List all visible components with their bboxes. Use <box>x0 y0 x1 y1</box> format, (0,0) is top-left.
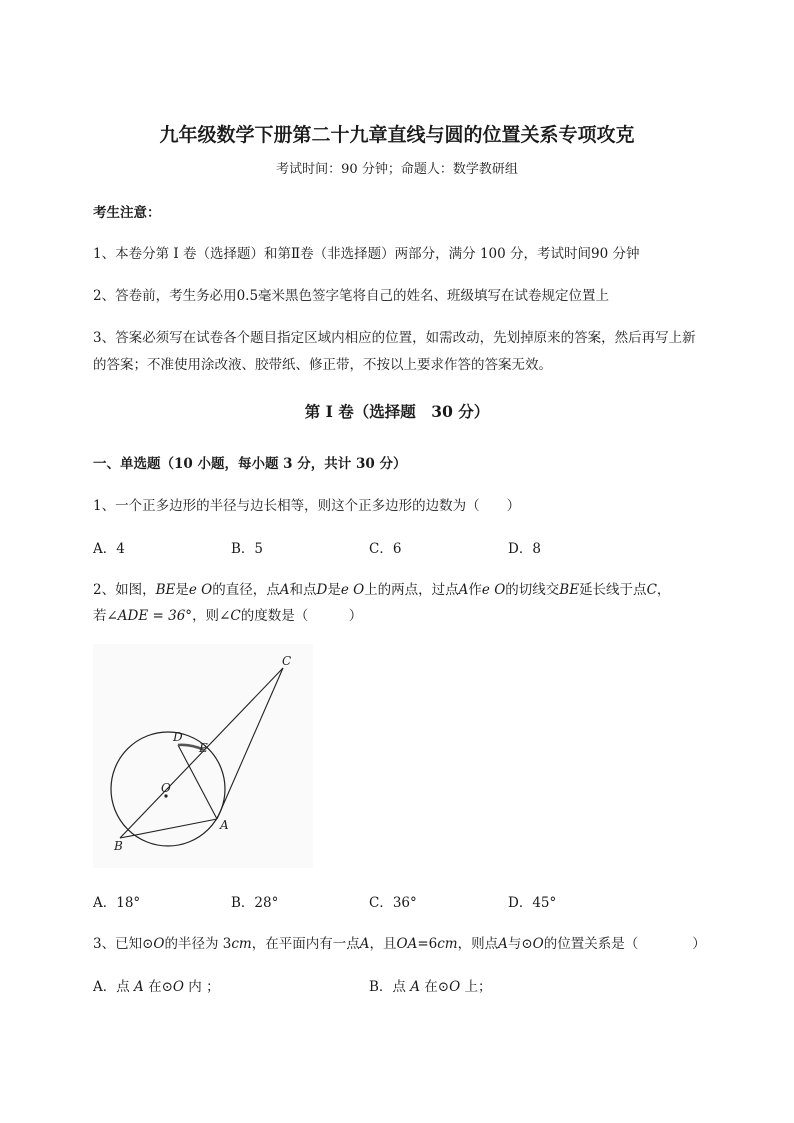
question-1-option-b[interactable]: B．5 <box>231 541 264 557</box>
question-2-option-a[interactable]: A．18° <box>93 895 141 911</box>
label-b: B <box>114 839 123 853</box>
section-title: 第 I 卷（选择题 30 分） <box>304 402 490 421</box>
label-o: O <box>161 781 171 795</box>
question-1-stem: 1、一个正多边形的半径与边长相等，则这个正多边形的边数为（ ） <box>93 498 521 514</box>
notice-heading: 考生注意： <box>93 205 161 221</box>
page-title: 九年级数学下册第二十九章直线与圆的位置关系专项攻克 <box>159 124 635 146</box>
question-2-option-b[interactable]: B．28° <box>231 895 279 911</box>
question-1-option-a[interactable]: A．4 <box>93 541 125 557</box>
notice-item: 2、答卷前，考生务必用0.5毫米黑色签字笔将自己的姓名、班级填写在试卷规定位置上 <box>93 288 610 304</box>
part-heading: 一、单选题（10 小题，每小题 3 分，共计 30 分） <box>93 456 407 472</box>
question-2-option-c[interactable]: C．36° <box>369 895 417 911</box>
circle-tangent-figure <box>93 644 313 868</box>
question-3-stem: 3、已知⊙O的半径为 3cm，在平面内有一点A，且OA=6cm，则点A与⊙O的位置关系是（ ） <box>93 936 706 952</box>
label-d: D <box>173 730 183 744</box>
question-2-option-d[interactable]: D．45° <box>508 895 557 911</box>
question-3-option-b[interactable]: B．点 A 在⊙O 上； <box>369 979 492 995</box>
label-e: E <box>199 741 208 755</box>
question-2-stem-line1: 2、如图，BE是e O的直径，点A和点D是e O上的两点，过点A作e O的切线交BE延长线于点C， <box>93 582 671 598</box>
notice-item: 1、本卷分第 I 卷（选择题）和第Ⅱ卷（非选择题）两部分，满分 100 分，考试时间90 分钟 <box>93 246 640 262</box>
notice-item: 3、答案必须写在试卷各个题目指定区域内相应的位置，如需改动，先划掉原来的答案，然后再写上新 <box>93 330 696 346</box>
label-a: A <box>220 818 229 832</box>
exam-info: 考试时间：90 分钟；命题人：数学教研组 <box>276 162 518 177</box>
question-2-stem-line2: 若∠ADE = 36°，则∠C的度数是（ ） <box>93 608 363 624</box>
label-c: C <box>282 654 292 668</box>
question-1-option-c[interactable]: C．6 <box>369 541 402 557</box>
question-1-option-d[interactable]: D．8 <box>508 541 541 557</box>
question-3-option-a[interactable]: A．点 A 在⊙O 内 ； <box>93 979 220 995</box>
notice-item: 的答案；不准使用涂改液、胶带纸、修正带，不按以上要求作答的答案无效。 <box>93 357 552 373</box>
